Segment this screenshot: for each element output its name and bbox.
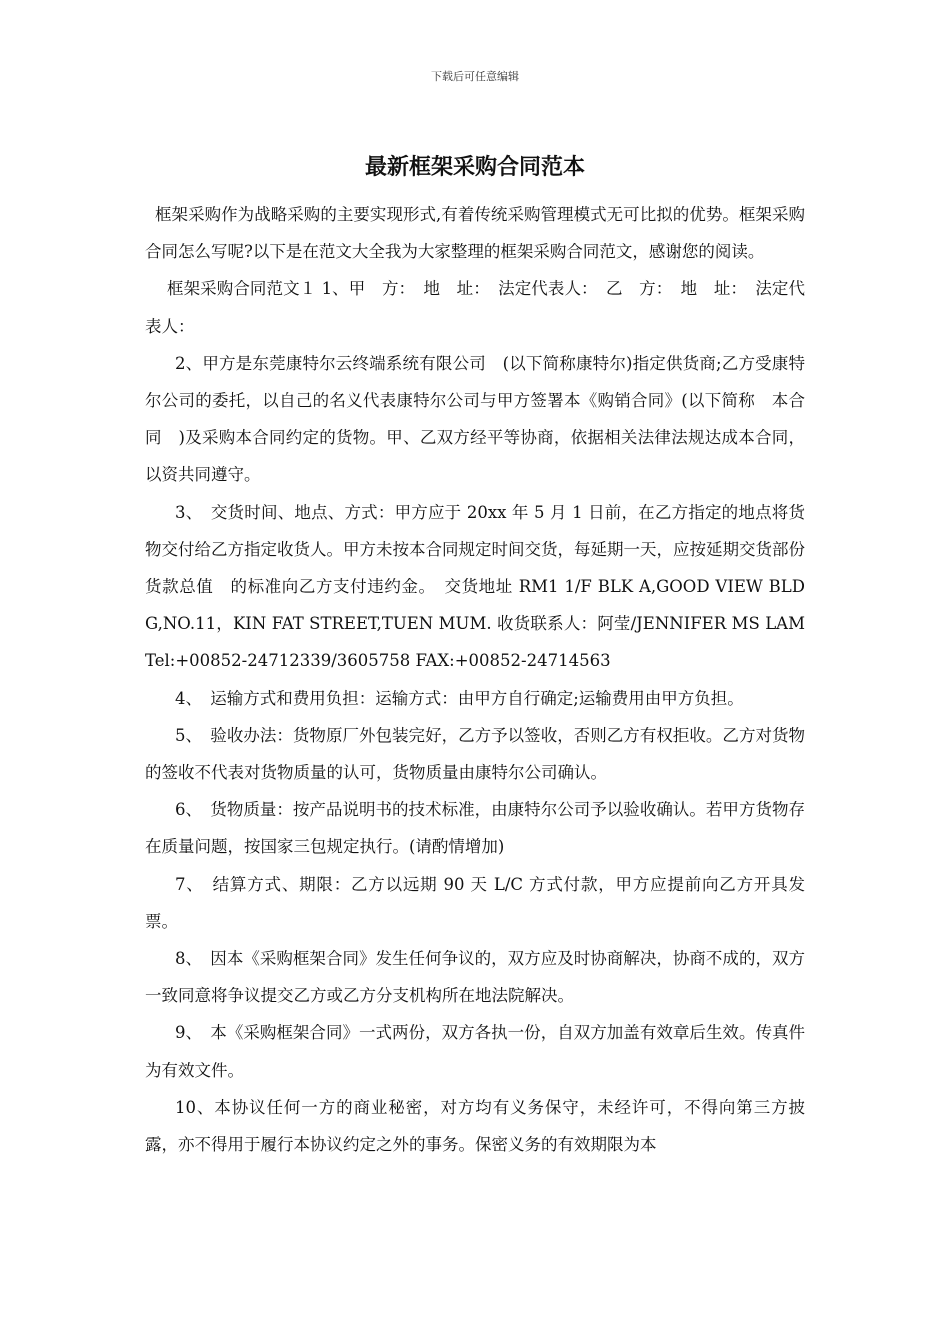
- paragraph-clause-1: 框架采购合同范文１ 1、甲 方： 地 址： 法定代表人： 乙 方： 地 址： 法定代表人：: [145, 279, 805, 336]
- paragraph-clause-10: 10、本协议任何一方的商业秘密，对方均有义务保守，未经许可，不得向第三方披露，亦不得用于履行本协议约定之外的事务。保密义务的有效期限为本: [145, 1097, 805, 1155]
- paragraph-clause-7: 7、 结算方式、期限：乙方以远期 90 天 L/C 方式付款，甲方应提前向乙方开具发票。: [145, 874, 805, 931]
- paragraph-clause-4: 4、 运输方式和费用负担：运输方式：由甲方自行确定;运输费用由甲方负担。: [175, 688, 744, 708]
- document-body: [145, 196, 805, 1163]
- paragraph-clause-5: 5、 验收办法：货物原厂外包装完好，乙方予以签收，否则乙方有权拒收。乙方对货物的签收不代表对货物质量的认可，货物质量由康特尔公司确认。: [145, 725, 805, 783]
- paragraph-clause-9: 9、 本《采购框架合同》一式两份，双方各执一份，自双方加盖有效章后生效。传真件为有效文件。: [145, 1023, 805, 1080]
- document-title: 最新框架采购合同范本: [364, 155, 585, 180]
- header-note: 下载后可任意编辑: [431, 70, 519, 83]
- paragraph-intro: 框架采购作为战略采购的主要实现形式,有着传统采购管理模式无可比拟的优势。框架采购合同怎么写呢?以下是在范文大全我为大家整理的框架采购合同范文，感谢您的阅读。: [145, 205, 805, 262]
- paragraph-clause-8: 8、 因本《采购框架合同》发生任何争议的，双方应及时协商解决，协商不成的，双方一致同意将争议提交乙方或乙方分支机构所在地法院解决。: [145, 949, 805, 1006]
- paragraph-clause-3: 3、 交货时间、地点、方式：甲方应于 20xx 年 5 月 1 日前，在乙方指定的地点将货物交付给乙方指定收货人。甲方未按本合同规定时间交货，每延期一天，应按延期交货部份货款总值 的标准向乙方支付违约金。 交货地址 RM1 1/F BLK A,GOOD VIEW BLDG,NO.11，KIN FAT STREET,TUEN MUM. 收货联系人：阿莹/JENNIFER MS LAMTel:+00852-24712339/3605758 FAX:+00852-24714563: [145, 502, 805, 671]
- paragraph-clause-2: 2、甲方是东莞康特尔云终端系统有限公司 (以下简称康特尔)指定供货商;乙方受康特尔公司的委托，以自己的名义代表康特尔公司与甲方签署本《购销合同》(以下简称 本合同 )及采购本合同约定的货物。甲、乙双方经平等协商，依据相关法律法规达成本合同，以资共同遵守。: [145, 353, 805, 485]
- paragraph-clause-6: 6、 货物质量：按产品说明书的技术标准，由康特尔公司予以验收确认。若甲方货物存在质量问题，按国家三包规定执行。(请酌情增加): [145, 800, 805, 857]
